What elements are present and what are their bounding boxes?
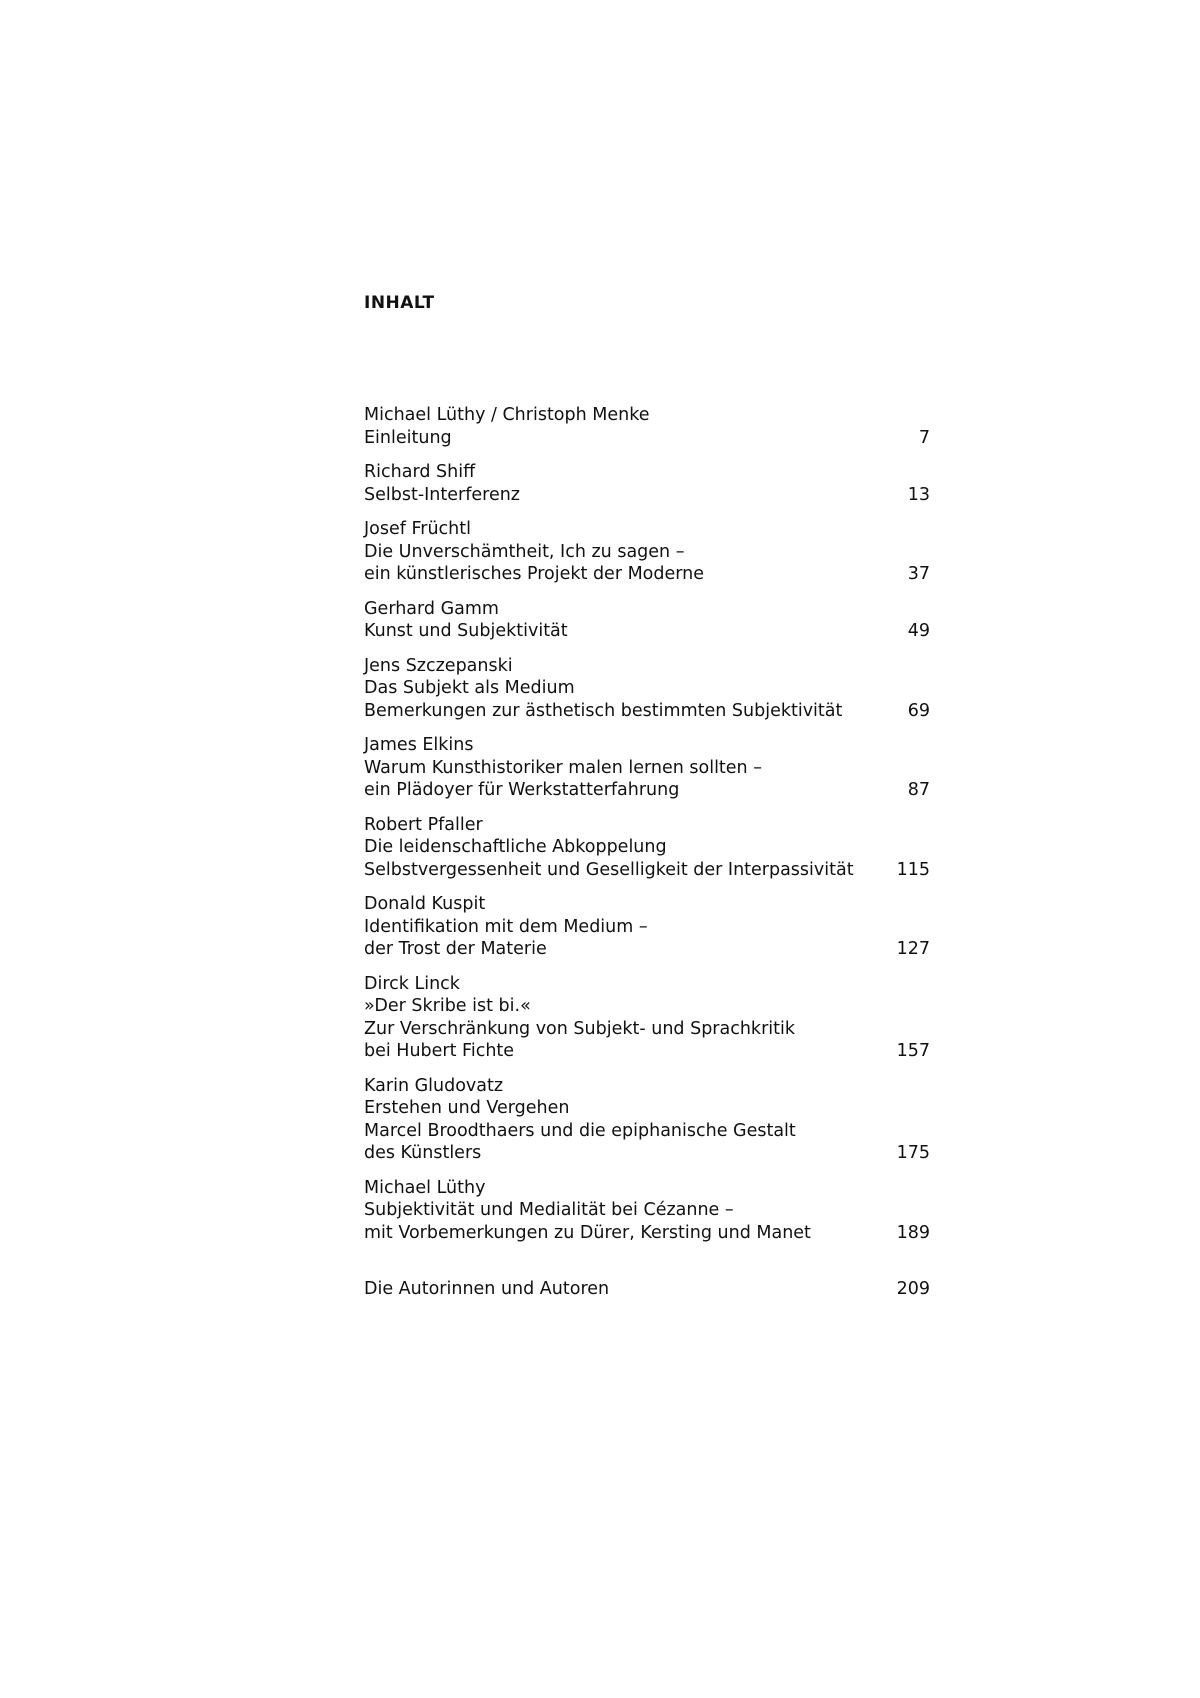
entry-title-line: Zur Verschränkung von Subjekt- und Sprachkritik bbox=[364, 1018, 795, 1039]
entry-title-line: Die leidenschaftliche Abkoppelung bbox=[364, 837, 667, 857]
entry-title-line: Subjektivität und Medialität bei Cézanne – bbox=[364, 1200, 734, 1220]
entry-title-line: Marcel Broodthaers und die epiphanische Gestalt bbox=[364, 1120, 796, 1141]
toc-entry bbox=[364, 655, 930, 723]
entry-title-line: Erstehen und Vergehen bbox=[364, 1098, 570, 1118]
entry-author: James Elkins bbox=[364, 735, 474, 755]
entry-author: Robert Pfaller bbox=[364, 814, 483, 835]
entry-title-line: des Künstlers bbox=[364, 1143, 482, 1163]
entry-page-number: 175 bbox=[896, 1143, 930, 1163]
entry-page-number: 115 bbox=[896, 859, 930, 880]
entry-title-line: ein künstlerisches Projekt der Moderne bbox=[364, 564, 705, 584]
entry-author: Michael Lüthy / Christoph Menke bbox=[364, 405, 650, 425]
toc-entry bbox=[364, 734, 930, 802]
entry-title-line: ein Plädoyer für Werkstatterfahrung bbox=[364, 780, 680, 800]
entry-page-number: 37 bbox=[907, 564, 930, 584]
entry-page-number: 49 bbox=[907, 621, 930, 641]
entry-title-line: bei Hubert Fichte bbox=[364, 1041, 515, 1061]
entry-page-number: 13 bbox=[907, 484, 930, 505]
entry-title-line: »Der Skribe ist bi.« bbox=[364, 996, 531, 1016]
toc-entry bbox=[364, 973, 930, 1063]
entry-title-line: Selbst-Interferenz bbox=[364, 484, 520, 505]
entry-author: Richard Shiff bbox=[364, 462, 476, 482]
entry-author: Michael Lüthy bbox=[364, 1177, 486, 1198]
entry-author: Dirck Linck bbox=[364, 973, 460, 994]
entry-title-line: Warum Kunsthistoriker malen lernen sollten – bbox=[364, 757, 762, 778]
toc-entry bbox=[364, 1177, 930, 1245]
entry-title-line: Kunst und Subjektivität bbox=[364, 621, 568, 641]
entry-page-number: 127 bbox=[896, 939, 930, 959]
entry-page-number: 157 bbox=[896, 1041, 930, 1061]
toc-entry bbox=[364, 893, 930, 961]
entry-title-line: Selbstvergessenheit und Geselligkeit der Interpassivität bbox=[364, 859, 854, 880]
entry-page-number: 7 bbox=[918, 427, 930, 448]
entry-title-line: mit Vorbemerkungen zu Dürer, Kersting und Manet bbox=[364, 1222, 811, 1243]
entry-page-number: 69 bbox=[907, 700, 930, 721]
toc-entry bbox=[364, 598, 930, 643]
appendix-label: Die Autorinnen und Autoren bbox=[364, 1279, 610, 1299]
toc-entry bbox=[364, 1075, 930, 1165]
entry-page-number: 189 bbox=[896, 1222, 930, 1243]
entry-author: Josef Früchtl bbox=[364, 519, 471, 539]
entry-title-line: der Trost der Materie bbox=[364, 939, 547, 959]
entry-title-line: Das Subjekt als Medium bbox=[364, 678, 575, 698]
entry-title-line: Bemerkungen zur ästhetisch bestimmten Subjektivität bbox=[364, 700, 843, 721]
entry-title-line: Die Unverschämtheit, Ich zu sagen – bbox=[364, 541, 685, 562]
entry-author: Jens Szczepanski bbox=[364, 655, 513, 676]
table-of-contents bbox=[364, 404, 930, 1313]
entry-author: Karin Gludovatz bbox=[364, 1075, 504, 1096]
entry-author: Donald Kuspit bbox=[364, 894, 486, 914]
entry-page-number: 87 bbox=[907, 780, 930, 800]
toc-entry bbox=[364, 404, 930, 449]
entry-author: Gerhard Gamm bbox=[364, 598, 499, 619]
appendix-page-number: 209 bbox=[896, 1279, 930, 1299]
entry-title-line: Identifikation mit dem Medium – bbox=[364, 916, 648, 937]
toc-entry bbox=[364, 461, 930, 506]
toc-entry bbox=[364, 518, 930, 586]
page-title: INHALT bbox=[364, 293, 435, 313]
toc-appendix-entry bbox=[364, 1278, 930, 1301]
entry-title-line: Einleitung bbox=[364, 427, 452, 448]
toc-entry bbox=[364, 814, 930, 882]
